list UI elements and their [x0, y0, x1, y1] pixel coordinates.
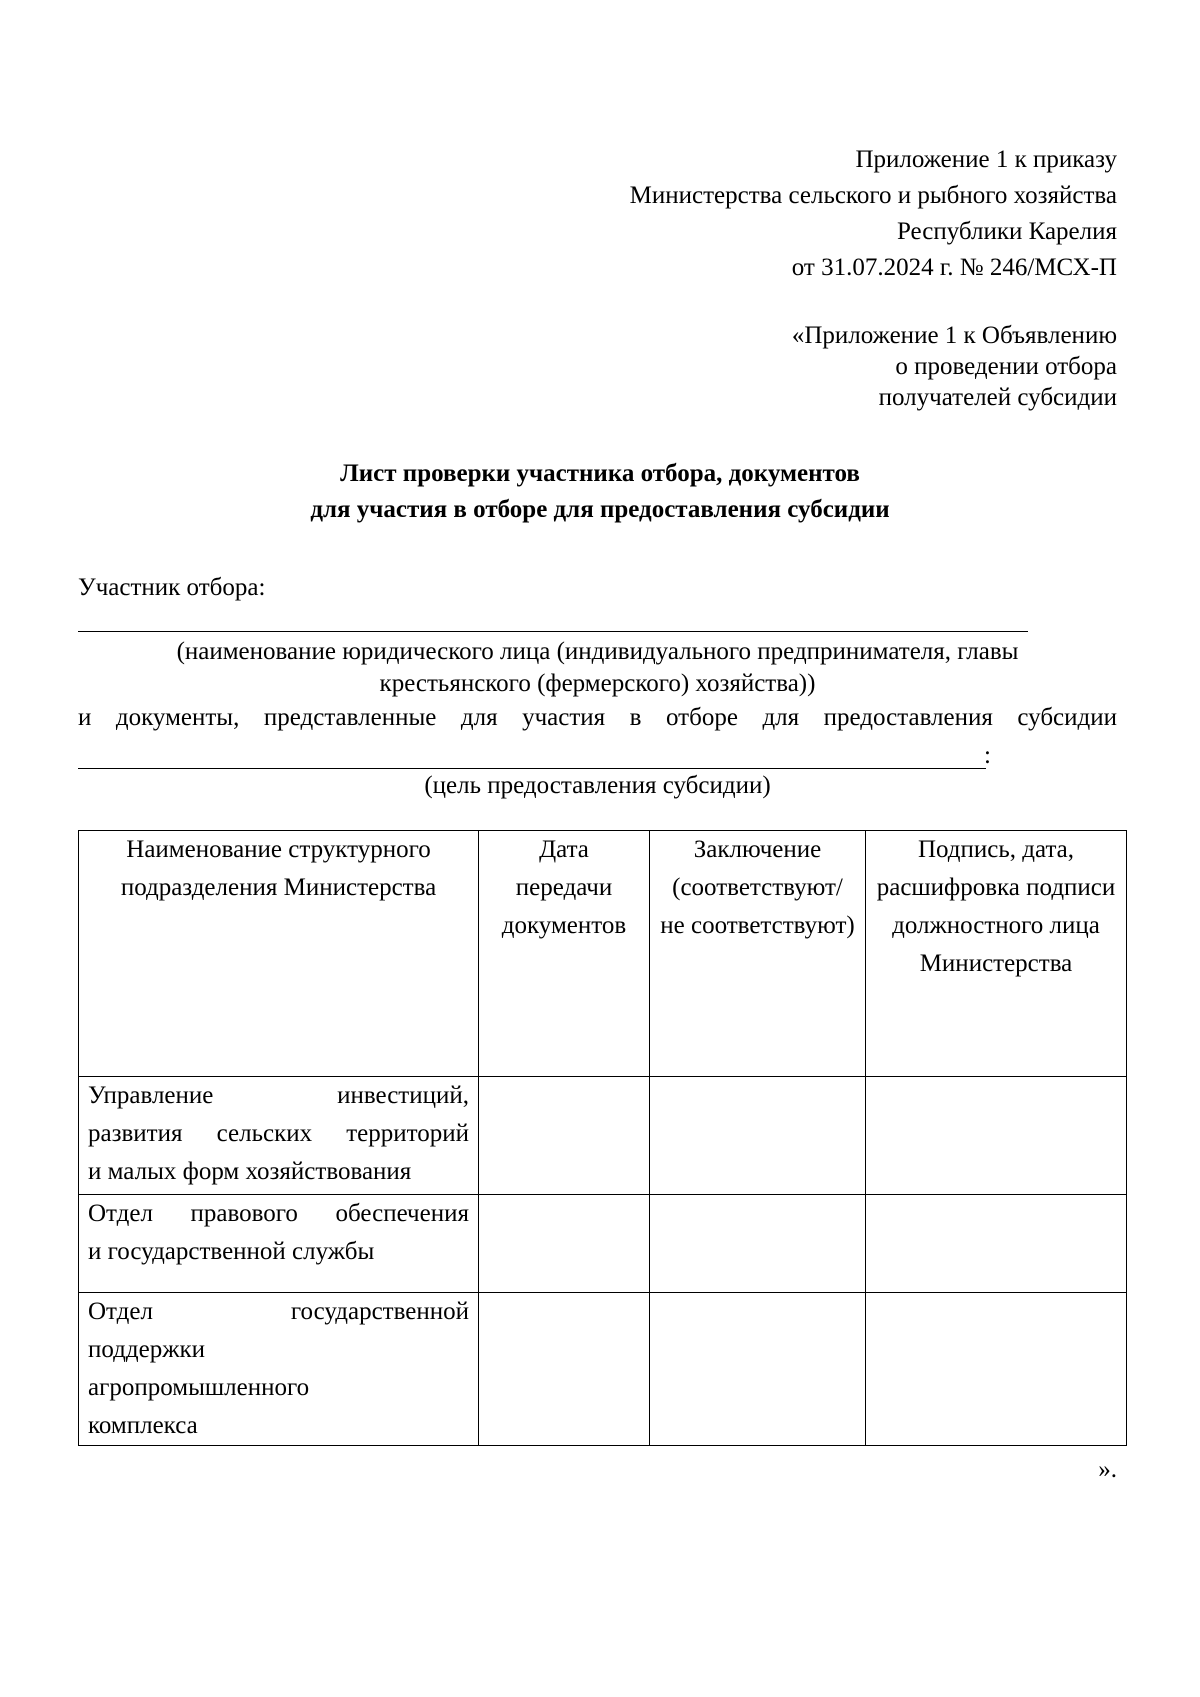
table-row	[79, 1195, 1127, 1293]
department-line: развития сельских территорий	[88, 1120, 469, 1147]
signature-cell[interactable]	[866, 1293, 1127, 1446]
department-cell	[79, 1293, 479, 1446]
transfer-date-cell[interactable]	[479, 1293, 650, 1446]
header-signature: Подпись, дата, расшифровка подписи должностного лица Министерства	[866, 831, 1127, 1077]
department-line: агропромышленного	[88, 1374, 310, 1401]
department-line: и государственной службы	[88, 1238, 375, 1265]
transfer-date-cell[interactable]	[479, 1077, 650, 1195]
approval-line: Приложение 1 к приказу	[855, 146, 1117, 173]
check-table	[78, 830, 1127, 1446]
participant-name-line	[78, 631, 1028, 632]
approval-header	[630, 142, 1117, 286]
department-line: поддержки	[88, 1336, 205, 1363]
table-row	[79, 1077, 1127, 1195]
closing-quote: ».	[1098, 1456, 1117, 1483]
department-cell	[79, 1195, 479, 1293]
subsidy-purpose-hint: (цель предоставления субсидии)	[424, 772, 771, 799]
annex-line: получателей субсидии	[878, 384, 1117, 411]
conclusion-cell[interactable]	[650, 1293, 866, 1446]
transfer-date-cell[interactable]	[479, 1195, 650, 1293]
colon-mark: :	[984, 742, 991, 769]
participant-label: Участник отбора:	[78, 574, 266, 601]
signature-cell[interactable]	[866, 1195, 1127, 1293]
hint-line: (наименование юридического лица (индивидуального предпринимателя, главы	[176, 638, 1019, 665]
header-transfer-date: Дата передачи документов	[479, 831, 650, 1077]
department-line: Отдел государственной	[88, 1298, 469, 1325]
conclusion-cell[interactable]	[650, 1077, 866, 1195]
annex-header	[792, 320, 1117, 413]
title-line: для участия в отборе для предоставления субсидии	[310, 496, 890, 523]
annex-line: «Приложение 1 к Объявлению	[791, 322, 1117, 349]
table-row	[79, 1293, 1127, 1446]
annex-line: о проведении отбора	[895, 353, 1117, 380]
department-line: комплекса	[88, 1412, 198, 1439]
conclusion-cell[interactable]	[650, 1195, 866, 1293]
header-department: Наименование структурного подразделения Министерства	[79, 831, 479, 1077]
department-cell	[79, 1077, 479, 1195]
department-line: и малых форм хозяйствования	[88, 1158, 412, 1185]
approval-line: Министерства сельского и рыбного хозяйства	[629, 182, 1117, 209]
approval-date-number: от 31.07.2024 г. № 246/МСХ-П	[791, 254, 1117, 281]
title-line: Лист проверки участника отбора, документов	[340, 460, 860, 487]
department-line: Управление инвестиций,	[88, 1082, 469, 1109]
signature-cell[interactable]	[866, 1077, 1127, 1195]
document-title	[0, 456, 1200, 528]
approval-line: Республики Карелия	[896, 218, 1117, 245]
department-line: Отдел правового обеспечения	[88, 1200, 469, 1227]
participant-name-hint	[78, 636, 1117, 700]
hint-line: крестьянского (фермерского) хозяйства))	[379, 670, 816, 697]
documents-statement: и документы, представленные для участия в отборе для предоставления субсидии	[78, 704, 1117, 731]
table-header-row	[79, 831, 1127, 1077]
header-conclusion: Заключение (соответствуют/ не соответствуют)	[650, 831, 866, 1077]
